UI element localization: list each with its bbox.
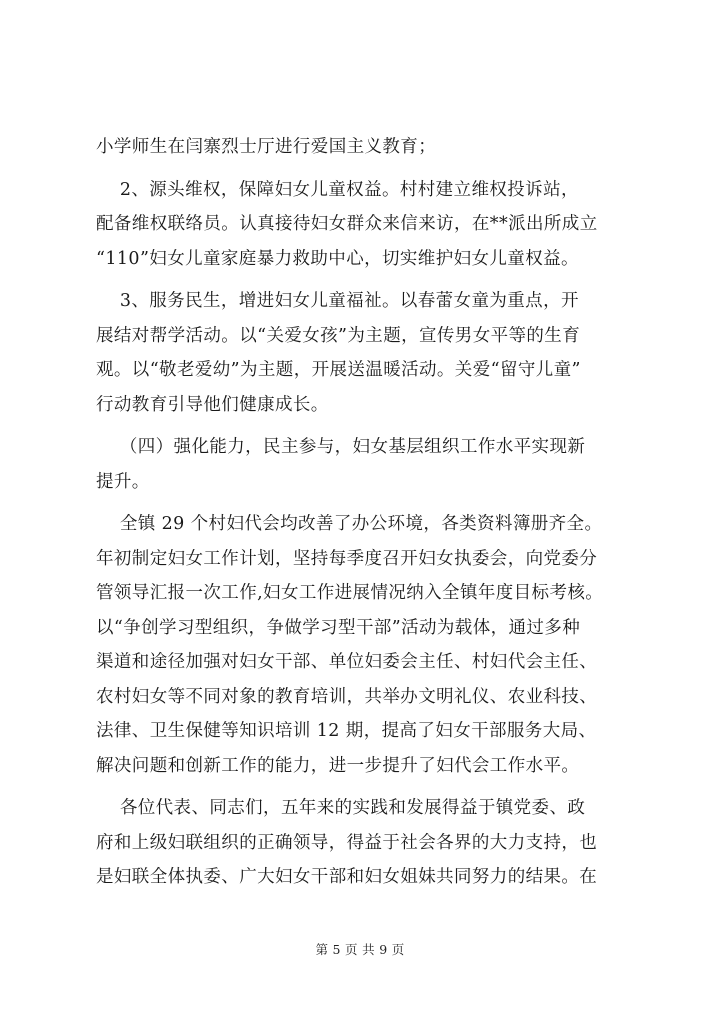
text-line: 小学师生在闫寨烈士厅进行爱国主义教育； <box>96 137 437 157</box>
text-line: 解决问题和创新工作的能力，进一步提升了妇代会工作水平。 <box>96 755 580 776</box>
text-line: 是妇联全体执委、广大妇女干部和妇女姐妹共同努力的结果。在 <box>96 867 598 887</box>
text-line: 农村妇女等不同对象的教育培训，共举办文明礼仪、农业科技、 <box>96 686 598 707</box>
text-line: （四）强化能力，民主参与，妇女基层组织工作水平实现新 <box>96 437 586 457</box>
text-line: “110”妇女儿童家庭暴力救助中心，切实维护妇女儿童权益。 <box>96 248 579 269</box>
body-text <box>96 130 636 895</box>
text-line: 渠道和途径加强对妇女干部、单位妇委会主任、村妇代会主任、 <box>96 652 598 672</box>
text-line: 3、服务民生，增进妇女儿童福祉。以春蕾女童为重点，开 <box>96 291 579 311</box>
text-line: 年初制定妇女工作计划，坚持每季度召开妇女执委会，向党委分 <box>96 548 598 569</box>
text-line: 法律、卫生保健等知识培训 12 期，提高了妇女干部服务大局、 <box>96 721 597 741</box>
text-line: 2、源头维权，保障妇女儿童权益。村村建立维权投诉站， <box>96 179 579 200</box>
text-line: 观。以“敬老爱幼”为主题，开展送温暖活动。关爱“留守儿童” <box>96 360 581 380</box>
text-line: 展结对帮学活动。以“关爱女孩”为主题，宣传男女平等的生育 <box>96 325 581 346</box>
text-line: 行动教育引导他们健康成长。 <box>96 394 329 415</box>
text-line: 管领导汇报一次工作,妇女工作进展情况纳入全镇年度目标考核。 <box>96 583 604 603</box>
text-line: 各位代表、同志们，五年来的实践和发展得益于镇党委、政 <box>96 798 586 818</box>
text-line: 配备维权联络员。认真接待妇女群众来信来访，在**派出所成立 <box>96 214 598 234</box>
text-line: 全镇 29 个村妇代会均改善了办公环境，各类资料簿册齐全。 <box>96 514 603 534</box>
text-line: 以“争创学习型组织，争做学习型干部”活动为载体，通过多种 <box>96 617 581 638</box>
text-line: 府和上级妇联组织的正确领导，得益于社会各界的大力支持，也 <box>96 832 598 853</box>
page-footer: 第 5 页 共 9 页 <box>315 942 405 957</box>
text-line: 提升。 <box>96 471 150 492</box>
